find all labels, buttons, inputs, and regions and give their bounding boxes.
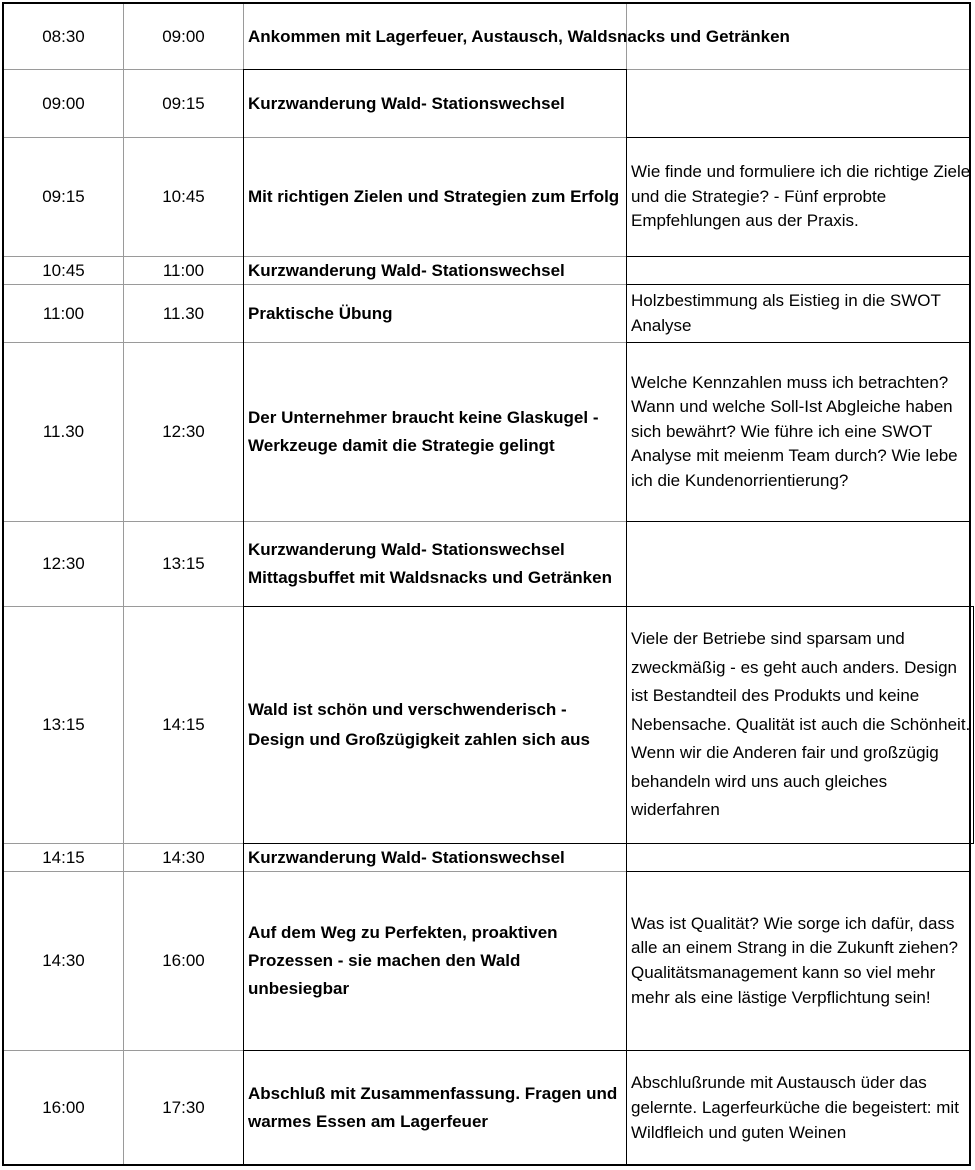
- start-time: 11:00: [42, 303, 85, 323]
- session-title: Kurzwanderung Wald- Stationswechsel Mittagsbuffet mit Waldsnacks und Getränken: [248, 540, 612, 587]
- desc-box-border: [626, 606, 974, 844]
- desc-box-border: [626, 284, 971, 343]
- start-time: 16:00: [42, 1097, 85, 1117]
- session-title: Kurzwanderung Wald- Stationswechsel: [248, 847, 565, 867]
- session-title: Kurzwanderung Wald- Stationswechsel: [248, 93, 565, 113]
- end-time: 10:45: [162, 187, 205, 206]
- start-time: 10:45: [42, 260, 85, 280]
- session-title: Wald ist schön und verschwenderisch - Design und Großzügigkeit zahlen sich aus: [248, 700, 590, 749]
- session-title: Der Unternehmer braucht keine Glaskugel - Werkzeuge damit die Strategie gelingt: [248, 408, 599, 455]
- end-time: 11:00: [162, 260, 205, 280]
- start-time: 11.30: [42, 422, 85, 441]
- end-time: 14:30: [162, 847, 205, 867]
- end-time: 11.30: [162, 303, 205, 323]
- desc-box-border: [626, 342, 971, 522]
- session-title: Praktische Übung: [248, 303, 393, 323]
- start-time: 09:15: [42, 187, 85, 206]
- end-time: 12:30: [162, 422, 205, 441]
- start-time: 13:15: [42, 715, 85, 734]
- session-description: Holzbestimmung als Eistieg in die SWOT Analyse: [631, 290, 941, 335]
- start-time: 09:00: [42, 93, 85, 113]
- title-column-border: [243, 843, 627, 1051]
- start-time: 14:30: [42, 951, 85, 970]
- session-title: Ankommen mit Lagerfeuer, Austausch, Waldsnacks und Getränken: [248, 26, 790, 46]
- start-time: 12:30: [42, 554, 85, 573]
- session-description: Wie finde und formuliere ich die richtige Ziele und die Strategie? - Fünf erprobte Empfehlungen aus der Praxis.: [631, 162, 971, 231]
- title-column-border: [243, 1050, 627, 1166]
- end-time: 17:30: [162, 1097, 205, 1117]
- end-time: 16:00: [162, 951, 205, 970]
- session-title: Auf dem Weg zu Perfekten, proaktiven Prozessen - sie machen den Wald unbesiegbar: [248, 923, 558, 998]
- desc-box-border: [626, 137, 971, 257]
- session-title: Kurzwanderung Wald- Stationswechsel: [248, 260, 565, 280]
- session-description: Abschlußrunde mit Austausch üder das gelernte. Lagerfeurküche die begeistert: mit Wildfleich und guten Weinen: [631, 1073, 959, 1142]
- start-time: 08:30: [42, 26, 85, 46]
- session-title: Mit richtigen Zielen und Strategien zum Erfolg: [248, 187, 620, 206]
- desc-box-border: [626, 871, 971, 1051]
- end-time: 09:00: [162, 26, 205, 46]
- session-description: Viele der Betriebe sind sparsam und zweckmäßig - es geht auch anders. Design ist Bestandteil des Produkts und keine Nebensache. Qualität ist auch die Schönheit. Wenn wir die Anderen fair und großzügig behandeln wird uns auch gleiches widerfahren: [631, 629, 971, 820]
- end-time: 09:15: [162, 93, 205, 113]
- end-time: 13:15: [162, 554, 205, 573]
- session-description: Was ist Qualität? Wie sorge ich dafür, dass alle an einem Strang in die Zukunft ziehen? Qualitätsmanagement kann so viel mehr mehr als eine lästige Verpflichtung sein!: [631, 913, 958, 1007]
- end-time: 14:15: [162, 715, 205, 734]
- start-time: 14:15: [42, 847, 85, 867]
- session-title: Abschluß mit Zusammenfassung. Fragen und warmes Essen am Lagerfeuer: [248, 1083, 618, 1131]
- title-column-border: [243, 69, 627, 607]
- session-description: Welche Kennzahlen muss ich betrachten? Wann und welche Soll-Ist Abgleiche haben sich bewährt? Wie führe ich eine SWOT Analyse mit meienm Team durch? Wie lebe ich die Kundenorrientierung?: [631, 372, 958, 490]
